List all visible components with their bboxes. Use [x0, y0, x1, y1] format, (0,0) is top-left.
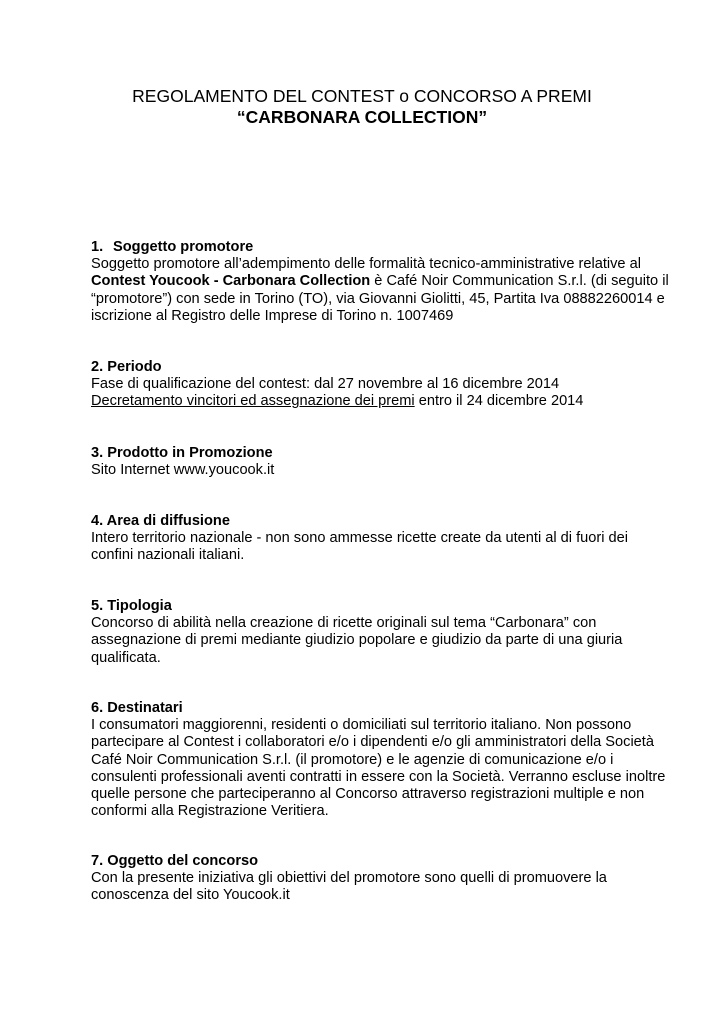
- section-heading: 6. Destinatari: [91, 700, 183, 716]
- section-heading: 4. Area di diffusione: [91, 513, 230, 529]
- section-soggetto-promotore: [91, 239, 671, 325]
- section-body: Intero territorio nazionale - non sono ammesse ricette create da utenti al di fuori dei confini nazionali italiani.: [91, 530, 629, 564]
- section-heading: 2. Periodo: [91, 359, 162, 375]
- section-body: [91, 256, 671, 325]
- body-text: è Café Noir Communication S.r.l. (di seguito il “promotore”) con sede in Torino (TO), via Giovanni Giolitti, 45, Partita Iva 08882260014 e iscrizione al Registro delle Imprese di Torino n. 1007469: [91, 273, 669, 324]
- underlined-text: Decretamento vincitori ed assegnazione dei premi: [91, 393, 415, 410]
- section-heading: 7. Oggetto del concorso: [91, 853, 259, 869]
- document-title: [0, 86, 724, 128]
- title-line-1: REGOLAMENTO DEL CONTEST o CONCORSO A PREMI: [132, 86, 592, 106]
- section-body: I consumatori maggiorenni, residenti o domiciliati sul territorio italiano. Non possono partecipare al Contest i collaboratori e/o i dipendenti e/o gli amministratori della Società Café Noir Communication S.r.l. (il promotore) e le agenzie di comunicazione e/o i consulenti professionali aventi contratti in essere con la Società. Verranno escluse inoltre quelle persone che parteciperanno al Concorso attraverso registrazioni multiple e non conformi alla Registrazione Veritiera.: [91, 717, 666, 820]
- section-body: [91, 393, 671, 410]
- section-body: Sito Internet www.youcook.it: [91, 462, 275, 479]
- body-text: Soggetto promotore all’adempimento delle formalità tecnico-amministrative relative al: [91, 256, 641, 273]
- section-heading: 3. Prodotto in Promozione: [91, 445, 273, 461]
- section-destinatari: [91, 700, 671, 820]
- section-tipologia: [91, 598, 671, 667]
- section-body: Con la presente iniziativa gli obiettivi del promotore sono quelli di promuovere la conoscenza del sito Youcook.it: [91, 870, 607, 904]
- section-prodotto: [91, 445, 671, 479]
- section-oggetto-concorso: [91, 853, 671, 905]
- title-line-2: “CARBONARA COLLECTION”: [236, 107, 488, 127]
- contest-name: Contest Youcook - Carbonara Collection: [91, 273, 371, 290]
- section-body: Fase di qualificazione del contest: dal 27 novembre al 16 dicembre 2014: [91, 376, 560, 393]
- section-heading-text: Soggetto promotore: [113, 239, 254, 255]
- body-text: entro il 24 dicembre 2014: [414, 393, 584, 410]
- section-heading: [91, 239, 671, 256]
- section-periodo: [91, 359, 671, 411]
- section-heading: 5. Tipologia: [91, 598, 172, 614]
- section-body: Concorso di abilità nella creazione di ricette originali sul tema “Carbonara” con assegnazione di premi mediante giudizio popolare e giudizio da parte di una giuria qualificata.: [91, 615, 623, 666]
- section-number: 1.: [91, 239, 104, 255]
- section-area-diffusione: [91, 513, 671, 565]
